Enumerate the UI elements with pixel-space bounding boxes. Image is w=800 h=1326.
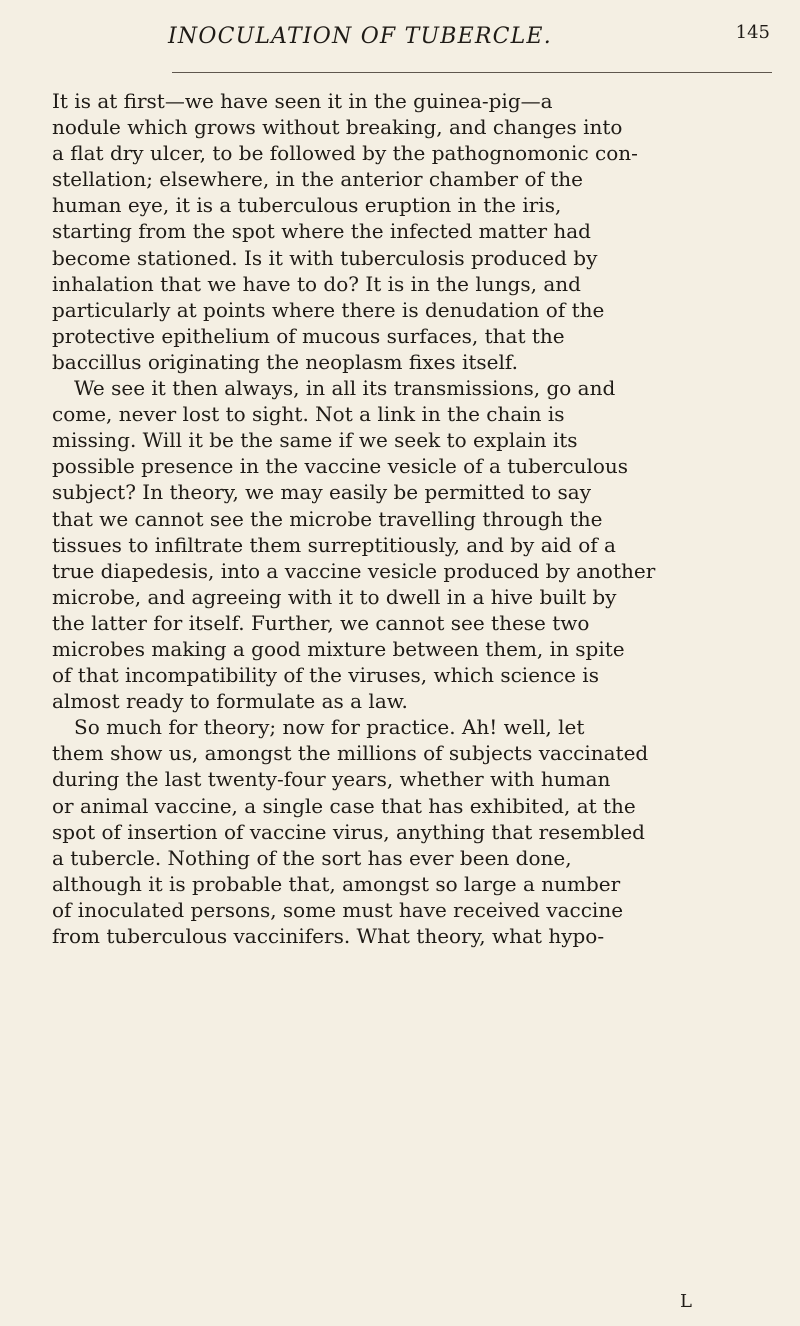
text-line: nodule which grows without breaking, and changes into: [52, 115, 623, 140]
text-line: stellation; elsewhere, in the anterior chamber of the: [52, 167, 584, 192]
running-header: [0, 20, 800, 60]
text-line: of inoculated persons, some must have received vaccine: [52, 897, 624, 922]
text-line: particularly at points where there is denudation of the: [52, 297, 605, 322]
text-line: that we cannot see the microbe travelling through the: [52, 506, 603, 531]
signature-mark: L: [680, 1291, 692, 1312]
text-line: protective epithelium of mucous surfaces, that the: [52, 323, 565, 348]
text-line: human eye, it is a tuberculous eruption in the iris,: [52, 193, 562, 218]
text-line: of that incompatibility of the viruses, which science is: [52, 663, 599, 688]
text-line: baccillus originating the neoplasm fixes itself.: [52, 349, 518, 374]
text-line: a tubercle. Nothing of the sort has ever been done,: [52, 845, 572, 870]
text-line: It is at first—we have seen it in the guinea-pig—a: [52, 89, 553, 113]
text-line: subject? In theory, we may easily be permitted to say: [52, 480, 592, 505]
text-line: spot of insertion of vaccine virus, anything that resembled: [52, 819, 645, 844]
paragraph-start-line: We see it then always, in all its transmissions, go and: [74, 376, 616, 401]
text-line: them show us, amongst the millions of subjects vaccinated: [52, 741, 649, 766]
text-line: missing. Will it be the same if we seek to explain its: [52, 428, 578, 453]
text-line: microbe, and agreeing with it to dwell in a hive built by: [52, 584, 617, 609]
text-line: true diapedesis, into a vaccine vesicle produced by another: [52, 558, 656, 583]
text-line: although it is probable that, amongst so large a number: [52, 871, 621, 896]
text-line: come, never lost to sight. Not a link in the chain is: [52, 402, 565, 427]
page-number: 145: [735, 22, 770, 43]
text-line: the latter for itself. Further, we cannot see these two: [52, 610, 590, 635]
text-line: starting from the spot where the infected matter had: [52, 219, 591, 244]
text-line: or animal vaccine, a single case that has exhibited, at the: [52, 793, 636, 818]
text-line: tissues to infiltrate them surreptitiously, and by aid of a: [52, 532, 616, 557]
text-line: inhalation that we have to do? It is in the lungs, and: [52, 271, 581, 296]
text-line: a flat dry ulcer, to be followed by the pathognomonic con-: [52, 141, 638, 166]
text-line: microbes making a good mixture between them, in spite: [52, 636, 625, 661]
running-title: INOCULATION OF TUBERCLE.: [168, 24, 552, 49]
text-line: become stationed. Is it with tuberculosis produced by: [52, 245, 598, 270]
paragraph-start-line: So much for theory; now for practice. Ah! well, let: [74, 715, 585, 740]
text-line: during the last twenty-four years, whether with human: [52, 767, 611, 792]
header-rule: [172, 72, 772, 73]
text-line: from tuberculous vaccinifers. What theory, what hypo-: [52, 924, 605, 948]
text-line: almost ready to formulate as a law.: [52, 689, 408, 714]
text-line: possible presence in the vaccine vesicle of a tuberculous: [52, 454, 629, 479]
body-text: [52, 88, 776, 949]
